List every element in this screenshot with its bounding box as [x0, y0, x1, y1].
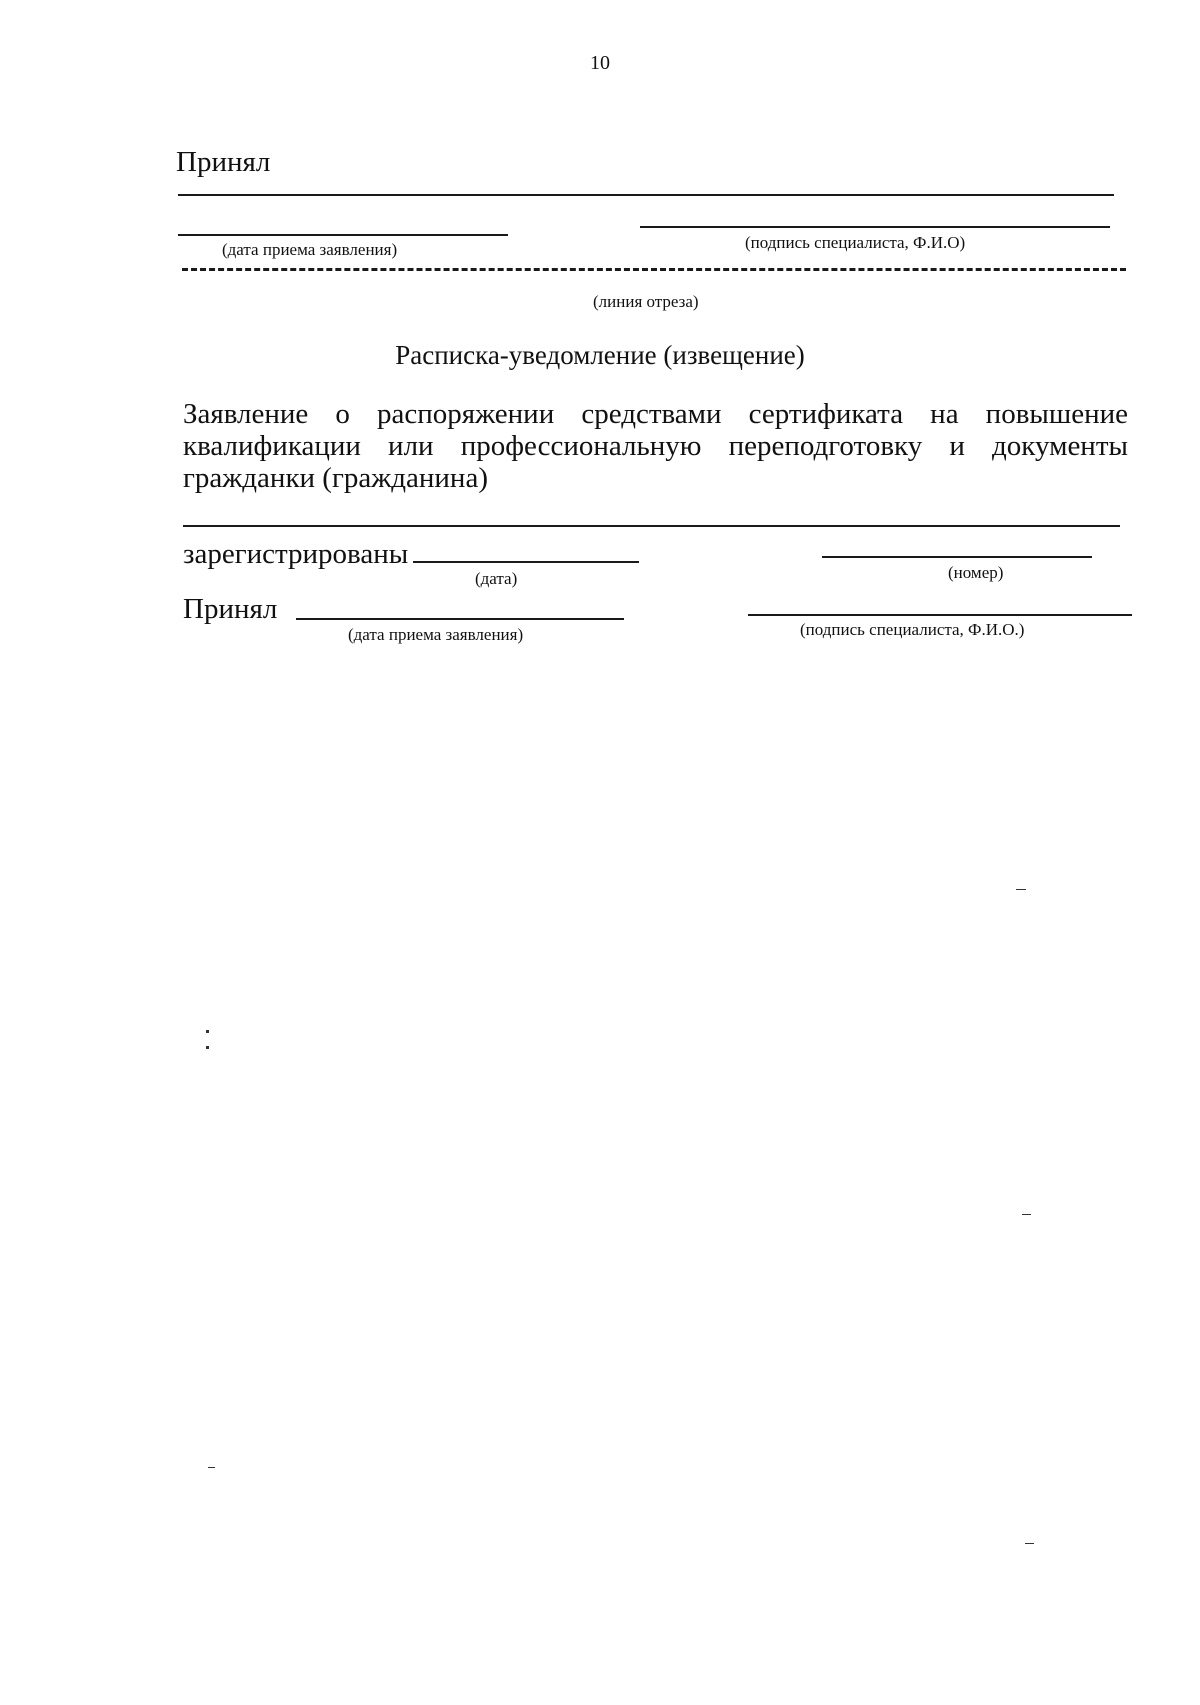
- signature-caption-bottom: (подпись специалиста, Ф.И.О.): [800, 620, 1025, 639]
- signature-caption-top: (подпись специалиста, Ф.И.О): [745, 233, 966, 252]
- citizen-name-line: [183, 525, 1120, 527]
- registration-number-caption: (номер): [948, 563, 1004, 582]
- accepted-label-top: Принял: [176, 146, 271, 178]
- scan-speck: [206, 1046, 209, 1049]
- registration-date-caption: (дата): [475, 569, 518, 588]
- registered-label: зарегистрированы: [183, 538, 409, 570]
- cut-line-caption: (линия отреза): [593, 292, 699, 311]
- registration-number-line: [822, 556, 1092, 558]
- document-title: Расписка-уведомление (извещение): [395, 340, 805, 370]
- page-number: 10: [590, 52, 610, 74]
- date-line-bottom: [296, 618, 624, 620]
- accepted-label-bottom: Принял: [183, 593, 278, 625]
- date-caption-top: (дата приема заявления): [222, 240, 398, 259]
- signature-line-bottom: [748, 614, 1132, 616]
- registration-date-line: [413, 561, 639, 563]
- scan-speck: [1022, 1214, 1031, 1215]
- scan-speck: [206, 1030, 209, 1033]
- scan-speck: [1025, 1543, 1034, 1544]
- name-line-top: [178, 194, 1114, 196]
- date-line-top: [178, 234, 508, 236]
- date-caption-bottom: (дата приема заявления): [348, 625, 524, 644]
- scan-speck: [208, 1467, 215, 1468]
- signature-line-top: [640, 226, 1110, 228]
- cut-line: [182, 268, 1126, 271]
- scan-speck: [1016, 889, 1026, 890]
- statement-paragraph: Заявление о распоряжении средствами сертификата на повышение квалификации или профессиональную переподготовку и документы гражданки (гражданина): [183, 398, 1128, 494]
